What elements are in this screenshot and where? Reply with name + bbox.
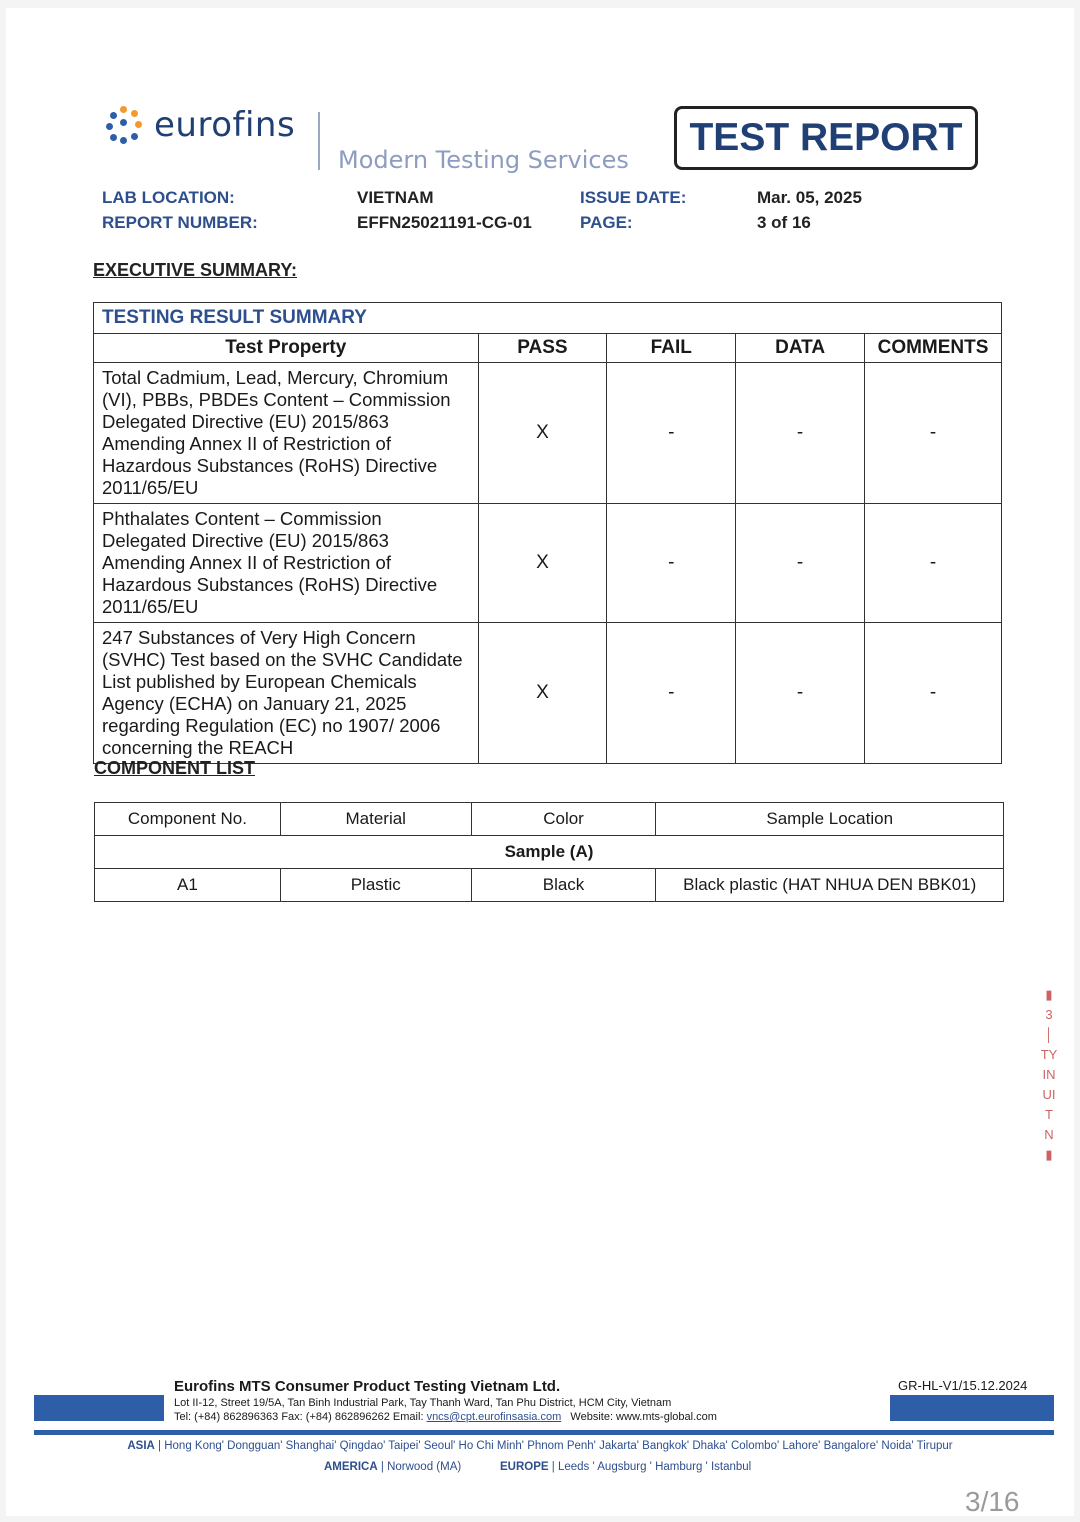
stamp-fragment: ▮ 3 │ TY IN UI T N ▮ [1040, 987, 1058, 1162]
component-list-title: COMPONENT LIST [94, 758, 255, 778]
footer-rule [34, 1430, 1054, 1435]
report-number-value: EFFN25021191-CG-01 [357, 213, 532, 232]
component-no-cell: A1 [95, 869, 281, 902]
comments-cell: - [865, 623, 1002, 764]
comments-cell: - [865, 363, 1002, 504]
header-comments: COMMENTS [865, 334, 1002, 363]
asia-label: ASIA [127, 1440, 155, 1452]
form-code: GR-HL-V1/15.12.2024 [898, 1378, 1028, 1393]
asia-cities: Hong Kong' Dongguan' Shanghai' Qingdao' Taipei' Seoul' Ho Chi Minh' Phnom Penh' Jakarta' Bangkok' Dhaka' Colombo' Lahore' Bangalore' Noida' Tirupur [164, 1440, 953, 1452]
footer-bar-right [890, 1395, 1054, 1421]
asia-offices: ASIA | Hong Kong' Dongguan' Shanghai' Qingdao' Taipei' Seoul' Ho Chi Minh' Phnom Penh' Jakarta' Bangkok' Dhaka' Colombo' Lahore' Bangalore' Noida' Tirupur [127, 1440, 953, 1452]
logo-wordmark: eurofins [154, 105, 296, 145]
data-cell: - [736, 623, 865, 764]
footer-website: Website: www.mts-global.com [570, 1411, 717, 1423]
test-property-cell: Phthalates Content – Commission Delegated Directive (EU) 2015/863 Amending Annex II of Restriction of Hazardous Substances (RoHS) Directive 2011/65/EU [94, 504, 479, 623]
lab-location-value: VIETNAM [357, 188, 434, 207]
america-offices: AMERICA | Norwood (MA) [324, 1461, 462, 1473]
europe-cities: Leeds ' Augsburg ' Hamburg ' Istanbul [557, 1461, 752, 1473]
header-color: Color [471, 803, 656, 836]
issue-date-value: Mar. 05, 2025 [757, 188, 862, 207]
header-material: Material [280, 803, 471, 836]
executive-summary-title: EXECUTIVE SUMMARY: [93, 260, 298, 280]
america-label: AMERICA [324, 1461, 378, 1473]
data-cell: - [736, 504, 865, 623]
europe-offices: EUROPE | Leeds ' Augsburg ' Hamburg ' Istanbul [500, 1461, 752, 1473]
footer-contact [174, 1410, 717, 1424]
header-test-property: Test Property [94, 334, 479, 363]
sample-label: Sample (A) [95, 836, 1004, 869]
footer-email-link[interactable]: vncs@cpt.eurofinsasia.com [426, 1411, 562, 1423]
testing-result-table [93, 302, 1002, 764]
lab-location-label: LAB LOCATION: [102, 188, 235, 207]
data-cell: - [736, 363, 865, 504]
table-row [94, 363, 1002, 504]
table-caption: TESTING RESULT SUMMARY [94, 303, 1002, 334]
material-cell: Plastic [280, 869, 471, 902]
header-sample-location: Sample Location [656, 803, 1004, 836]
logo-divider [318, 112, 320, 170]
footer-bar-left [34, 1395, 164, 1421]
issue-date-label: ISSUE DATE: [580, 188, 687, 207]
footer-company: Eurofins MTS Consumer Product Testing Vietnam Ltd. [174, 1378, 561, 1395]
pass-cell: X [478, 623, 607, 764]
page-value: 3 of 16 [757, 213, 811, 232]
component-table [94, 802, 1004, 902]
header-component-no: Component No. [95, 803, 281, 836]
page-label: PAGE: [580, 213, 633, 232]
test-property-cell: 247 Substances of Very High Concern (SVHC) Test based on the SVHC Candidate List published by European Chemicals Agency (ECHA) on January 21, 2025 regarding Regulation (EC) no 1907/ 2006 concerning the REACH [94, 623, 479, 764]
table-row [95, 869, 1004, 902]
fail-cell: - [607, 363, 736, 504]
header-data: DATA [736, 334, 865, 363]
comments-cell: - [865, 504, 1002, 623]
europe-label: EUROPE [500, 1461, 549, 1473]
page-indicator: 3/16 [965, 1486, 1020, 1517]
eurofins-logo [104, 104, 295, 146]
fail-cell: - [607, 504, 736, 623]
header-fail: FAIL [607, 334, 736, 363]
sample-location-cell: Black plastic (HAT NHUA DEN BBK01) [656, 869, 1004, 902]
america-cities: Norwood (MA) [387, 1461, 462, 1473]
footer-contact-prefix: Tel: (+84) 862896363 Fax: (+84) 862896262 Email: [174, 1411, 424, 1423]
fail-cell: - [607, 623, 736, 764]
header-pass: PASS [478, 334, 607, 363]
logo-dots-icon [104, 104, 146, 146]
footer-address: Lot II-12, Street 19/5A, Tan Binh Industrial Park, Tay Thanh Ward, Tan Phu District, HCM City, Vietnam [174, 1397, 672, 1409]
pass-cell: X [478, 504, 607, 623]
test-property-cell: Total Cadmium, Lead, Mercury, Chromium (VI), PBBs, PBDEs Content – Commission Delegated Directive (EU) 2015/863 Amending Annex II of Restriction of Hazardous Substances (RoHS) Directive 2011/65/EU [94, 363, 479, 504]
report-title: TEST REPORT [674, 106, 978, 170]
tagline: Modern Testing Services [338, 146, 629, 174]
footer-address-block [174, 1396, 717, 1424]
pass-cell: X [478, 363, 607, 504]
table-row [94, 504, 1002, 623]
report-number-label: REPORT NUMBER: [102, 213, 258, 232]
color-cell: Black [471, 869, 656, 902]
table-row [94, 623, 1002, 764]
